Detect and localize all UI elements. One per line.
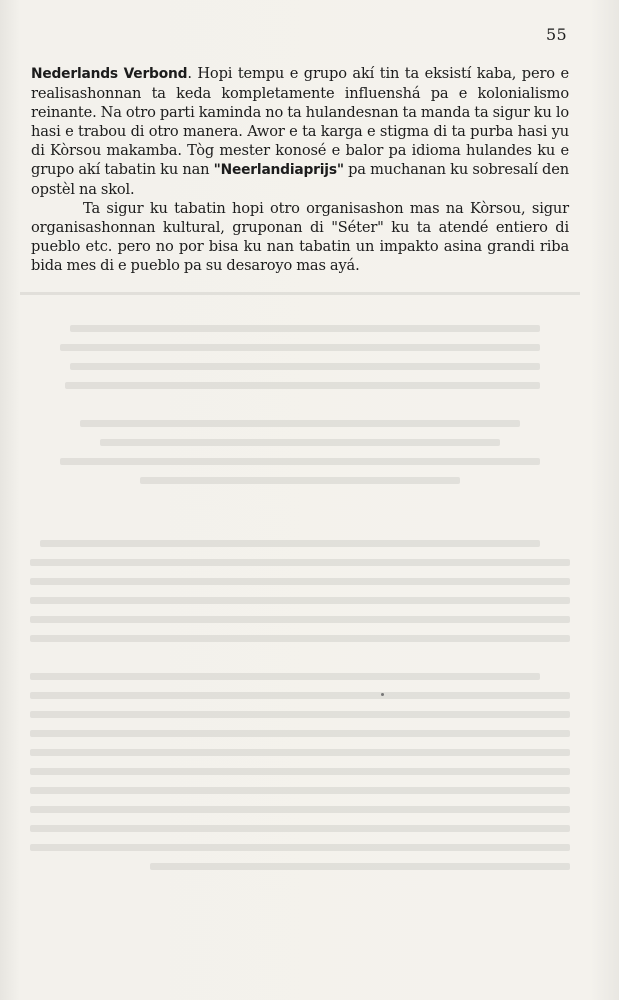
- paragraph-text: pa muchanan ku sobresalí den opstèl na skol.: [31, 161, 569, 198]
- paragraph-text: . Hopi tempu e grupo akí tin ta eksistí kaba, pero e realisashonnan ta keda kompletamente influenshá pa e kolonialismo reinante. Na otro parti kaminda no ta hulandesnan ta manda ta sigur ku lo hasi e trabou di otro manera. Awor e ta karga e stigma di ta purba hasi yu di Kòrsou makamba. Tòg mester konosé e balor pa idioma hulandes ku e grupo akí tabatin ku nan: [31, 65, 569, 178]
- speck-mark: [381, 693, 384, 696]
- paragraph: [31, 199, 569, 275]
- page-number: 55: [546, 25, 567, 44]
- show-through-reverse-page: [20, 240, 580, 890]
- paragraph-text: Ta sigur ku tabatin hopi otro organisashon mas na Kòrsou, sigur organisashonnan kultural, gruponan di "Séter" ku ta atendé entiero di pueblo etc. pero no por bisa ku nan tabatin un impakto asina grandi riba bida mes di e pueblo pa su desaroyo mas ayá.: [31, 200, 569, 274]
- body-text: [31, 64, 569, 275]
- organisation-name: Nederlands Verbond: [31, 66, 188, 82]
- paragraph: [31, 64, 569, 199]
- prize-name: "Neerlandiaprijs": [213, 162, 344, 178]
